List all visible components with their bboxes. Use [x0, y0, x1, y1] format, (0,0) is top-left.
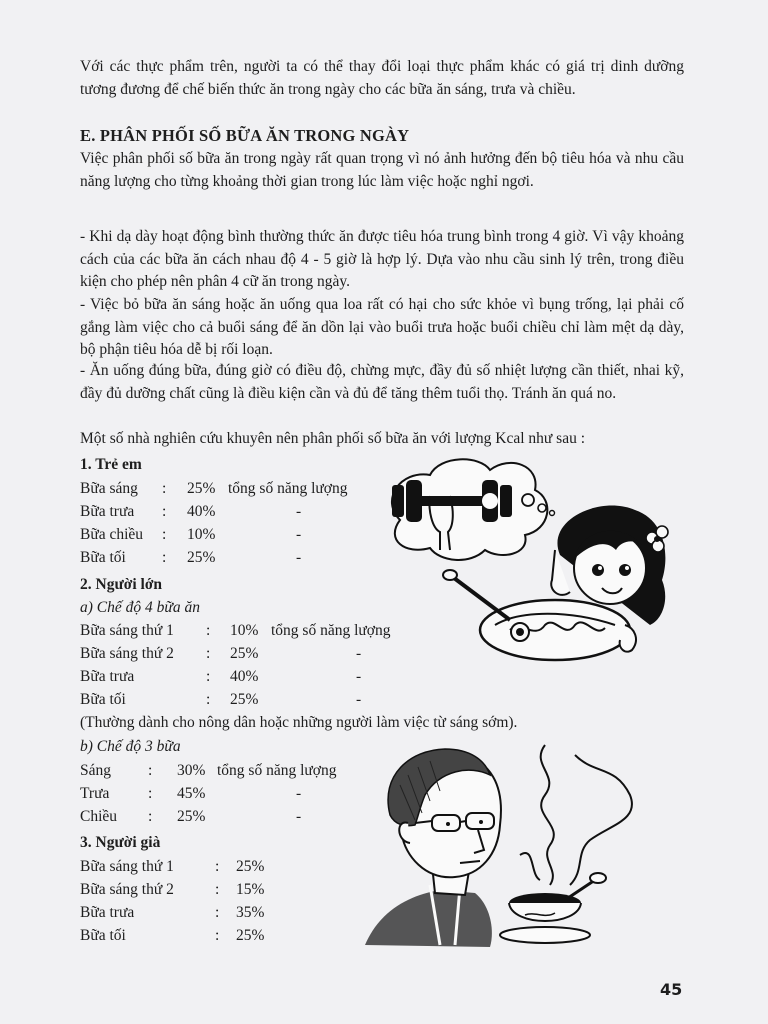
mode-a-note: (Thường dành cho nông dân hoặc những người làm việc từ sáng sớm). — [80, 714, 518, 731]
mode-b-title: b) Chế độ 3 bữa — [80, 738, 181, 755]
section-title: E. PHÂN PHỐI SỐ BỮA ĂN TRONG NGÀY — [80, 126, 410, 145]
separator: : — [148, 762, 153, 779]
meal-percent: 40% — [187, 503, 216, 520]
meal-name: Chiều — [80, 808, 118, 825]
meal-percent: 15% — [236, 881, 265, 898]
paragraph-1: Việc phân phối số bữa ăn trong ngày rất quan trọng vì nó ảnh hưởng đến bộ tiêu hóa và nhu cầu năng lượng cho từng khoảng thời gian trong lúc làm việc hoặc nghỉ ngơi. — [80, 150, 684, 190]
meal-name: Bữa sáng thứ 1 — [80, 622, 174, 639]
separator: : — [206, 645, 211, 662]
page-number: 45 — [660, 980, 683, 999]
intro-paragraph: Với các thực phẩm trên, người ta có thể thay đổi loại thực phẩm khác có giá trị dinh dưỡng tương đương để chế biến thức ăn trong ngày cho các bữa ăn sáng, trưa và chiều. — [80, 58, 684, 98]
meal-name: Bữa tối — [80, 691, 126, 708]
meal-percent: 25% — [230, 691, 259, 708]
separator: : — [148, 785, 153, 802]
meal-percent: 30% — [177, 762, 206, 779]
meal-percent: 40% — [230, 668, 259, 685]
separator: : — [162, 480, 167, 497]
separator: : — [148, 808, 153, 825]
meal-name: Bữa tối — [80, 549, 126, 566]
meal-percent: 25% — [187, 549, 216, 566]
paragraph-3: - Việc bỏ bữa ăn sáng hoặc ăn uống qua loa rất có hại cho sức khỏe vì bụng trống, lại phải cố gắng làm việc cho cả buổi sáng để ăn dồn lại vào buổi trưa hoặc buổi chiều chỉ làm mệt dạ dày, bộ phận tiêu hóa dễ bị rối loạn. — [80, 296, 684, 358]
meal-name: Bữa trưa — [80, 668, 135, 685]
meal-desc: - — [356, 668, 362, 685]
meal-desc: tổng số năng lượng — [228, 480, 348, 497]
separator: : — [215, 927, 220, 944]
meal-percent: 25% — [187, 480, 216, 497]
separator: : — [206, 668, 211, 685]
paragraph-5: Một số nhà nghiên cứu khuyên nên phân phối số bữa ăn với lượng Kcal như sau : — [80, 430, 586, 447]
meal-desc: tổng số năng lượng — [271, 622, 391, 639]
meal-percent: 10% — [187, 526, 216, 543]
elderly-title: 3. Người già — [80, 834, 161, 851]
meal-percent: 35% — [236, 904, 265, 921]
meal-name: Bữa chiều — [80, 526, 144, 543]
separator: : — [162, 503, 167, 520]
meal-name: Sáng — [80, 762, 111, 779]
meal-name: Trưa — [80, 785, 110, 802]
cartoon-girl-eating-icon — [370, 450, 680, 690]
meal-percent: 25% — [230, 645, 259, 662]
separator: : — [162, 549, 167, 566]
meal-desc: - — [296, 785, 302, 802]
meal-percent: 25% — [236, 927, 265, 944]
children-title: 1. Trẻ em — [80, 456, 142, 473]
meal-percent: 45% — [177, 785, 206, 802]
meal-desc: - — [356, 645, 362, 662]
separator: : — [206, 691, 211, 708]
meal-desc: tổng số năng lượng — [217, 762, 337, 779]
paragraph-4: - Ăn uống đúng bữa, đúng giờ có điều độ, chừng mực, đầy đủ số nhiệt lượng cần thiết, nhai kỹ, đầy đủ dưỡng chất cũng là điều kiện cần và đủ để tăng thêm tuổi thọ. Tránh ăn quá no. — [80, 362, 684, 402]
meal-percent: 25% — [177, 808, 206, 825]
meal-name: Bữa tối — [80, 927, 126, 944]
separator: : — [215, 881, 220, 898]
mode-a-title: a) Chế độ 4 bữa ăn — [80, 599, 200, 616]
meal-desc: - — [296, 808, 302, 825]
separator: : — [215, 858, 220, 875]
meal-name: Bữa sáng thứ 1 — [80, 858, 174, 875]
meal-desc: - — [296, 549, 302, 566]
separator: : — [162, 526, 167, 543]
separator: : — [206, 622, 211, 639]
separator: : — [215, 904, 220, 921]
cartoon-elderly-man-soup-icon — [360, 735, 670, 955]
meal-name: Bữa trưa — [80, 904, 135, 921]
meal-percent: 10% — [230, 622, 259, 639]
meal-desc: - — [296, 526, 302, 543]
meal-name: Bữa sáng — [80, 480, 138, 497]
meal-desc: - — [296, 503, 302, 520]
meal-name: Bữa trưa — [80, 503, 135, 520]
meal-name: Bữa sáng thứ 2 — [80, 881, 174, 898]
meal-percent: 25% — [236, 858, 265, 875]
adults-title: 2. Người lớn — [80, 576, 163, 593]
meal-desc: - — [356, 691, 362, 708]
paragraph-2: - Khi dạ dày hoạt động bình thường thức ăn được tiêu hóa trung bình trong 4 giờ. Vì vậy khoảng cách của các bữa ăn cách nhau độ 4 - 5 giờ là hợp lý. Dựa vào nhu cầu sinh lý trên, trong điều kiện cho phép nên phân 4 cữ ăn trong ngày. — [80, 228, 684, 290]
meal-name: Bữa sáng thứ 2 — [80, 645, 174, 662]
